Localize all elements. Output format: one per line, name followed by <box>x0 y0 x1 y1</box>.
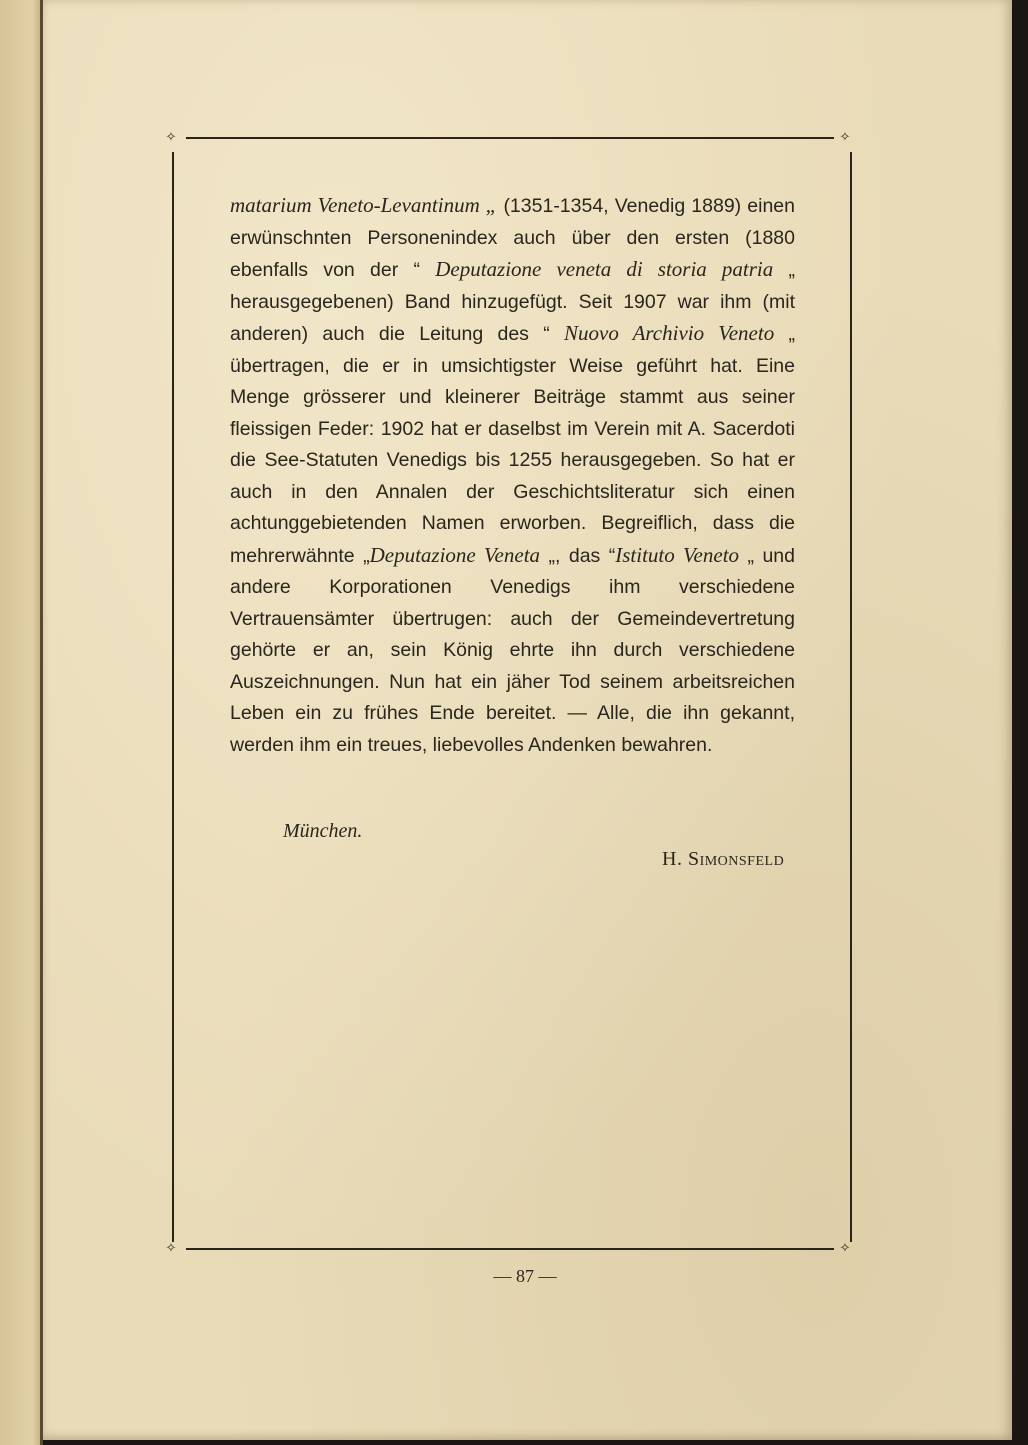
ornament-top-right-icon: ✧ <box>839 130 851 145</box>
frame-bottom-line <box>186 1248 834 1250</box>
italic-text-run: matarium Veneto-Levantinum „ <box>230 193 498 217</box>
italic-text-run: Deputazione Veneta <box>369 542 541 567</box>
italic-text-run: Istituto Veneto <box>615 542 740 567</box>
text-run: „ und andere Korporationen Venedigs ihm verschiedene Vertrauensämter übertrugen: auch der Gemeindevertretung gehörte er an, sein König ehrte ihn durch verschiedene Auszeichnungen. Nun hat ein jäher Tod seinem arbeitsreichen Leben ein zu frühes Ende bereitet. — Alle, die ihn gekannt, werden ihm ein treues, liebevolles Andenken bewahren. <box>230 544 795 756</box>
text-run: „ übertragen, die er in umsichtigster Weise geführt hat. Eine Menge grösserer und kleinerer Beiträge stammt aus seiner fleissigen Feder: 1902 hat er daselbst im Verein mit A. Sacerdoti die See-Statuten Venedigs bis 1255 herausgegeben. So hat er auch in den Annalen der Geschichtsliteratur sich einen achtunggebietenden Namen erworben. Begreiflich, dass die mehrerwähnte „ <box>230 323 795 567</box>
right-page-edge <box>1012 0 1028 1445</box>
ornament-bottom-right-icon: ✧ <box>839 1241 851 1256</box>
place-line: München. <box>283 820 363 842</box>
frame-right-line <box>850 152 852 1242</box>
ornament-bottom-left-icon: ✧ <box>165 1241 177 1256</box>
signature: H. Simonsfeld <box>662 848 785 870</box>
ornament-top-left-icon: ✧ <box>165 130 177 145</box>
left-page-edge <box>0 0 40 1445</box>
text-run: (1351-1354, Venedig 1889) einen erwünschnten Personenindex auch über den ersten (1880 ebenfalls von der “ <box>230 195 795 281</box>
text-run: „, das “ <box>540 544 616 567</box>
frame-top-line <box>186 137 834 139</box>
italic-text-run: Nuovo Archivio Veneto <box>564 321 775 345</box>
body-paragraph <box>230 190 795 761</box>
text-run: „ herausgegebenen) Band hinzugefügt. Seit 1907 war ihm (mit anderen) auch die Leitung des “ <box>230 259 795 345</box>
page-number: — 87 — <box>493 1266 557 1286</box>
frame-left-line <box>172 152 174 1242</box>
italic-text-run: Deputazione veneta di storia patria <box>435 257 774 281</box>
